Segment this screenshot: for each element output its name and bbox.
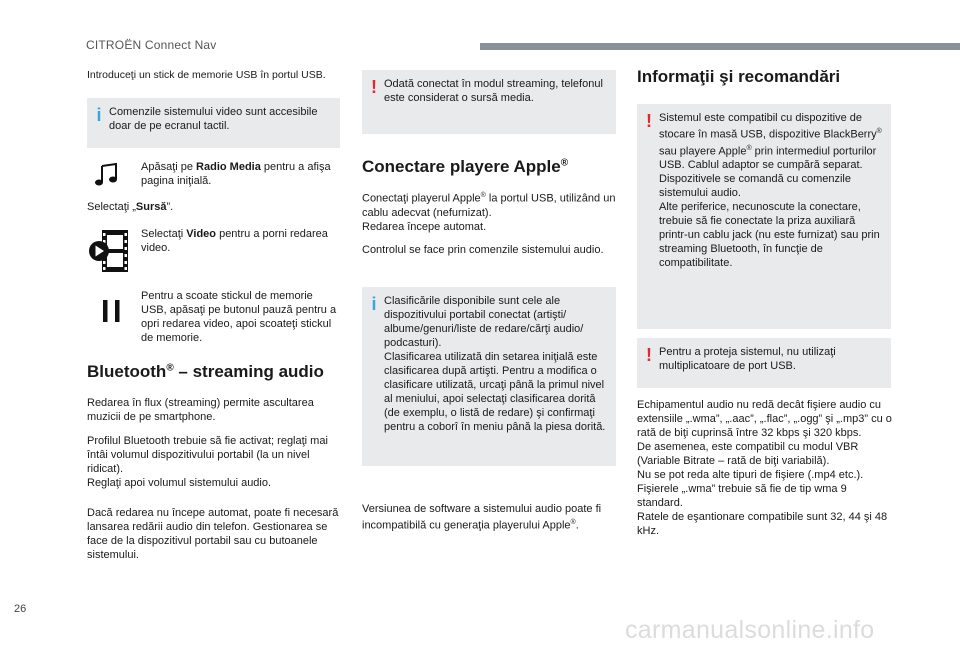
- video-film-icon: [88, 229, 130, 273]
- pause-icon: [101, 299, 123, 323]
- warning-icon: !: [646, 111, 652, 131]
- bt-paragraph-3: Dacă redarea nu începe automat, poate fi necesară lansarea redării audio din telefon. Gestionarea se face de la dispozitivul portabil sau cu butoanele sistemului.: [87, 507, 339, 561]
- warning-icon: !: [646, 345, 652, 365]
- info-icon: i: [96, 105, 102, 125]
- warning-box-streaming: [362, 70, 616, 134]
- warning-box-text: Pentru a proteja sistemul, nu utilizaţi multiplicatoare de port USB.: [659, 346, 836, 372]
- step-select-video: Selectaţi Video pentru a porni redarea video.: [141, 228, 328, 254]
- page-number: 26: [14, 603, 27, 615]
- apple-paragraph-2: Controlul se face prin comenzile sistemului audio.: [362, 244, 604, 256]
- header-bar: [480, 43, 960, 50]
- music-note-icon: [93, 163, 119, 187]
- step-remove-usb: Pentru a scoate stickul de memorie USB, apăsaţi pe butonul pauză pentru a opri redarea video, apoi scoateţi stickul de memorie.: [141, 290, 337, 344]
- warning-box-text: Odată conectat în modul streaming, telefonul este considerat o sursă media.: [384, 78, 603, 104]
- manual-header-title: CITROËN Connect Nav: [86, 38, 217, 52]
- warning-icon: !: [371, 77, 377, 97]
- step-select-source: Selectaţi „Sursă”.: [87, 201, 174, 213]
- audio-formats-paragraph: Echipamentul audio nu redă decât fişiere audio cu extensiile „.wma”, „.aac”, „.flac”, „.ogg” şi „.mp3” cu o rată de biţi cuprinsă între 32 kbps şi 320 kbps. De asemenea, este compatibil cu modul VBR (Variable Bitrate – rată de biţi variabilă). Nu se pot reda alte tipuri de fişiere (.mp4 etc.). Fişierele „.wma” trebuie să fie de tip wma 9 standard. Ratele de eşantionare compatibile sunt 32, 44 şi 48 kHz.: [637, 399, 892, 537]
- apple-paragraph-1: Conectaţi playerul Apple® la portul USB, utilizând un cablu adecvat (nefurnizat). Redarea începe automat.: [362, 192, 616, 233]
- bt-paragraph-1: Redarea în flux (streaming) permite ascultarea muzicii de pe smartphone.: [87, 397, 314, 423]
- watermark: carmanualsonline.info: [625, 616, 875, 644]
- warning-box-compatibility: [637, 104, 891, 329]
- apple-software-note: Versiunea de software a sistemului audio poate fi incompatibilă cu generaţia playerului Apple®.: [362, 503, 602, 532]
- bt-paragraph-2: Profilul Bluetooth trebuie să fie activat; reglaţi mai întâi volumul dispozitivului portabil (la un nivel ridicat). Reglaţi apoi volumul sistemului audio.: [87, 435, 328, 489]
- heading-apple-players: Conectare playere Apple®: [362, 157, 569, 176]
- info-box-text: Comenzile sistemului video sunt accesibile doar de pe ecranul tactil.: [109, 106, 318, 132]
- info-box-text: Clasificările disponibile sunt cele ale dispozitivului portabil conectat (artişti/ albume/genuri/liste de redare/cărţi audio/ podcasturi). Clasificarea utilizată din setarea iniţială este clasificarea după artişti. Pentru a modifica o clasificare utilizată, urcaţi până la primul nivel al meniului, apoi selectaţi clasificarea dorită (de exemplu, o listă de redare) şi confirmaţi pentru a coborî în meniu până la piesa dorită.: [384, 295, 606, 433]
- heading-info-recommendations: Informaţii şi recomandări: [637, 67, 841, 86]
- info-box-video-controls: [87, 98, 340, 148]
- warning-box-text: Sistemul este compatibil cu dispozitive de stocare în masă USB, dispozitive BlackBerry® sau playere Apple® prin intermediul porturilor USB. Cablul adaptor se cumpără separat. Dispozitivele se comandă cu comenzile sistemului audio. Alte periferice, necunoscute la conectare, trebuie să fie conectate la priza auxiliară printr-un cablu jack (nu este furnizat) sau prin streaming Bluetooth, în funcţie de compatibilitate.: [659, 112, 882, 270]
- heading-bluetooth-streaming: Bluetooth® – streaming audio: [87, 362, 324, 381]
- usb-intro: Introduceţi un stick de memorie USB în portul USB.: [87, 69, 326, 81]
- info-icon: i: [371, 294, 377, 314]
- step-radio-media: Apăsaţi pe Radio Media pentru a afişa pagina iniţială.: [141, 161, 331, 187]
- warning-box-usb-hub: [637, 338, 891, 388]
- info-box-classifications: [362, 287, 616, 466]
